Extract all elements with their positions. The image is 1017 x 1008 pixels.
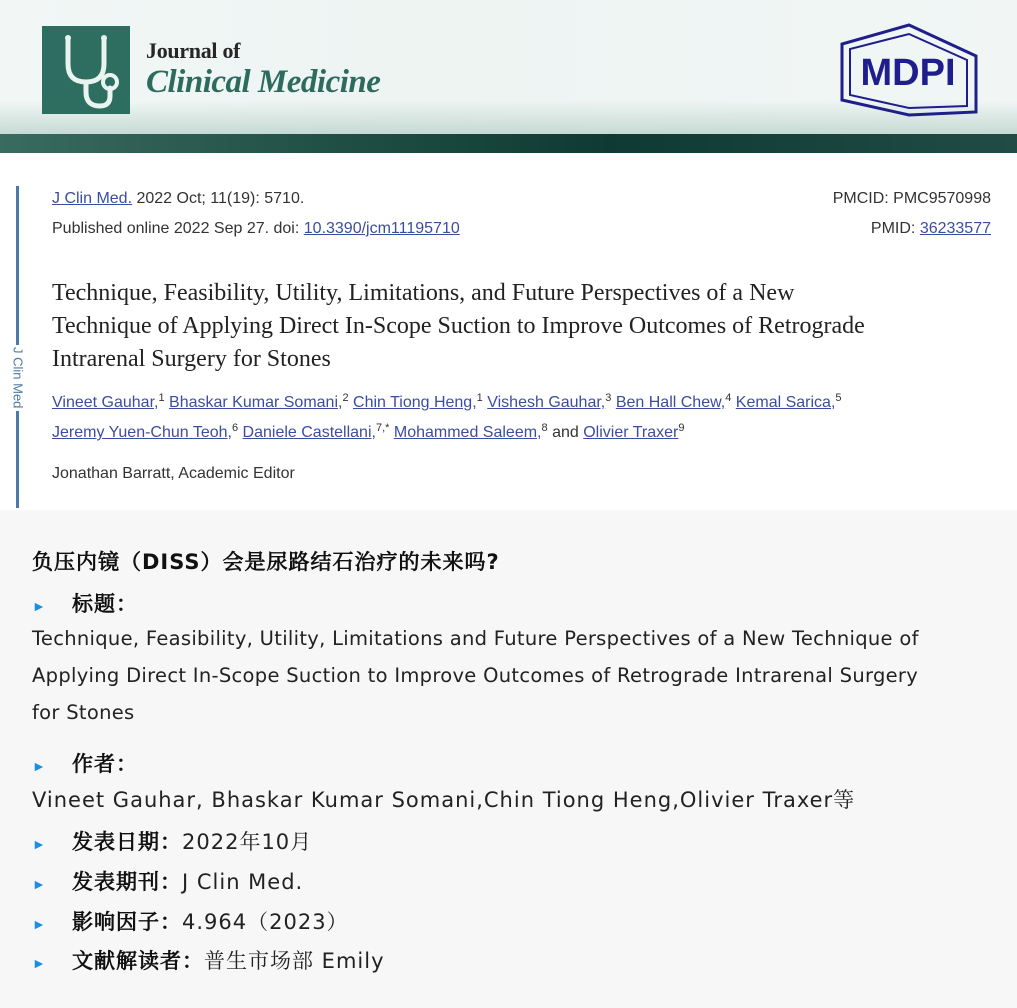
summary-title-line: Applying Direct In-Scope Suction to Improve Outcomes of Retrograde Intrarenal Surgery — [32, 664, 919, 687]
mdpi-logo — [836, 22, 982, 118]
author-link[interactable]: Kemal Sarica, — [735, 394, 836, 411]
author-link[interactable]: Olivier Traxer — [583, 424, 679, 441]
author-line-1: Vineet Gauhar,$^1$ Bhaskar Kumar Somani,$^2$ Chin Tiong Heng,$^1$ Vishesh Gauhar,$^3$ Ben Hall Chew,$^4$ Kemal Sarica,$^5$ — [52, 392, 842, 411]
pmid-line — [871, 220, 991, 238]
arrow-icon: ► — [32, 598, 46, 614]
issue-text: 2022 Oct; 11(19): 5710. — [136, 190, 305, 207]
author-link[interactable]: Ben Hall Chew, — [615, 394, 726, 411]
title-bullet — [32, 588, 138, 618]
side-journal-label: J Clin Med — [4, 345, 32, 411]
journal-name-line2: Clinical Medicine — [146, 64, 381, 100]
banner-bottom-stripe — [0, 134, 1017, 153]
journal-label: 发表期刊： — [72, 870, 182, 894]
arrow-icon: ► — [32, 916, 46, 932]
summary-title — [32, 620, 997, 731]
arrow-icon: ► — [32, 955, 46, 971]
journal-banner — [0, 0, 1017, 153]
summary-title-line: Technique, Feasibility, Utility, Limitations and Future Perspectives of a New Technique of — [32, 627, 919, 650]
paper-title — [52, 277, 992, 376]
author-link[interactable]: Vineet Gauhar, — [52, 394, 159, 411]
author-link[interactable]: Vishesh Gauhar, — [487, 394, 606, 411]
published-line — [52, 220, 460, 238]
reader-bullet — [32, 945, 385, 975]
arrow-icon: ► — [32, 836, 46, 852]
arrow-icon: ► — [32, 758, 46, 774]
summary-title-line: for Stones — [32, 701, 135, 724]
stethoscope-icon — [42, 26, 130, 114]
date-label: 发表日期： — [72, 830, 182, 854]
impact-factor-value: 4.964（2023） — [182, 910, 349, 934]
author-line-2: Jeremy Yuen-Chun Teoh,$^6$ Daniele Castellani,$^{7,*}$ Mohammed Saleem,$^8$ and Olivier Traxer$^9$ — [52, 422, 685, 441]
author-label: 作者： — [72, 752, 138, 776]
impact-factor-label: 影响因子： — [72, 910, 182, 934]
mdpi-wordmark: MDPI — [860, 52, 956, 94]
published-prefix: Published online 2022 Sep 27. doi: — [52, 220, 300, 237]
journal-bullet — [32, 866, 303, 896]
and-word: and — [552, 424, 579, 441]
title-label: 标题： — [72, 592, 138, 616]
paper-title-line: Intrarenal Surgery for Stones — [52, 346, 331, 372]
author-link[interactable]: Chin Tiong Heng, — [353, 394, 477, 411]
reader-label: 文献解读者： — [72, 949, 204, 973]
citation-line — [52, 190, 304, 208]
author-bullet — [32, 748, 138, 778]
journal-value: J Clin Med. — [182, 870, 304, 894]
author-link[interactable]: Jeremy Yuen-Chun Teoh, — [52, 424, 232, 441]
reader-value: 普生市场部 Emily — [204, 949, 385, 973]
paper-title-line: Technique of Applying Direct In-Scope Suction to Improve Outcomes of Retrograde — [52, 313, 865, 339]
impact-factor-bullet — [32, 906, 349, 936]
author-list — [52, 388, 1002, 448]
pmid-label: PMID: — [870, 220, 916, 237]
pmcid-text: PMCID: PMC9570998 — [832, 190, 991, 207]
academic-editor: Jonathan Barratt, Academic Editor — [52, 465, 295, 482]
author-link[interactable]: Bhaskar Kumar Somani, — [169, 394, 343, 411]
author-link[interactable]: Mohammed Saleem, — [393, 424, 542, 441]
doi-link[interactable]: 10.3390/jcm11195710 — [303, 220, 460, 237]
date-bullet — [32, 826, 312, 856]
summary-heading: 负压内镜（DISS）会是尿路结石治疗的未来吗? — [32, 550, 500, 574]
date-value: 2022年10月 — [182, 830, 313, 854]
paper-title-line: Technique, Feasibility, Utility, Limitations, and Future Perspectives of a New — [52, 280, 795, 306]
author-link[interactable]: Daniele Castellani, — [242, 424, 376, 441]
pmid-link[interactable]: 36233577 — [919, 220, 991, 237]
journal-name-line1: Journal of — [146, 38, 241, 63]
arrow-icon: ► — [32, 876, 46, 892]
journal-link[interactable]: J Clin Med. — [52, 190, 133, 207]
summary-authors: Vineet Gauhar, Bhaskar Kumar Somani,Chin Tiong Heng,Olivier Traxer等 — [32, 788, 856, 812]
